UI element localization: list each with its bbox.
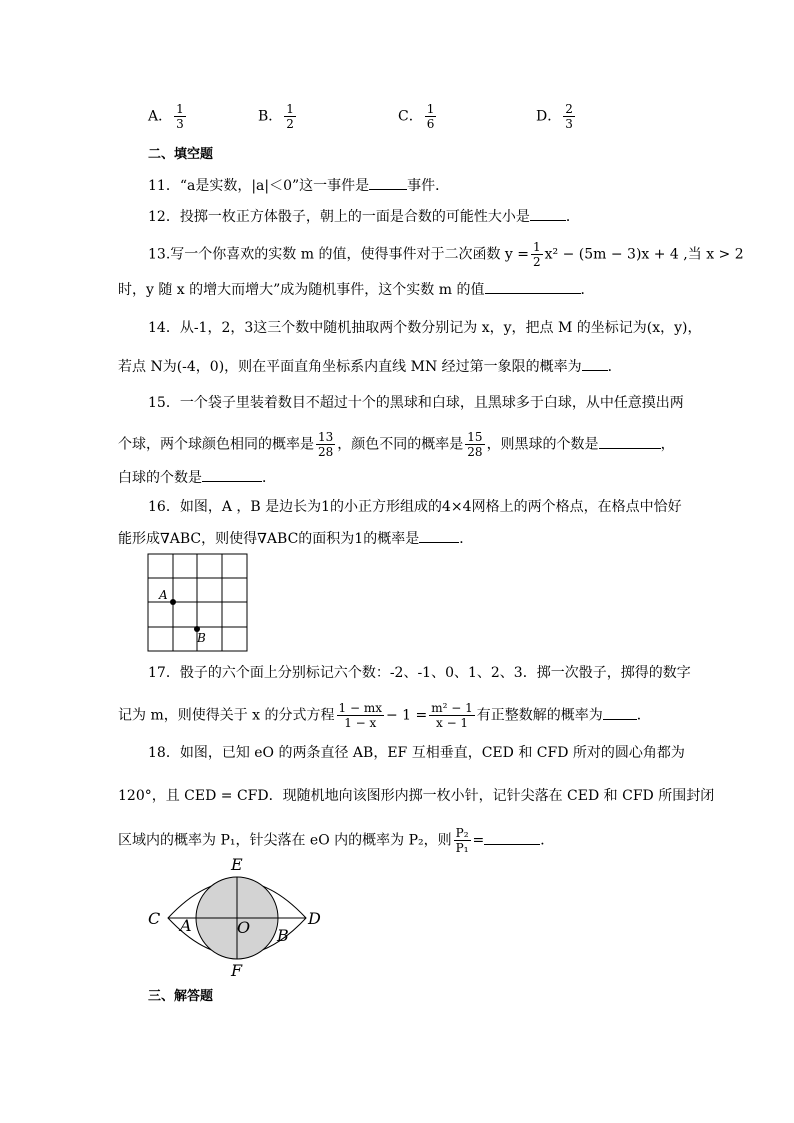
q13-line2: 时，y 随 x 的增大而增大”成为随机事件，这个实数 m 的值: [118, 282, 485, 298]
option-a: [148, 102, 188, 131]
q17-line2-tail: ．: [636, 707, 651, 724]
q14-blank: [582, 356, 608, 371]
q11-blank: [369, 175, 407, 190]
q15-f2-den: 28: [467, 445, 483, 459]
q12-text: 12．投掷一枚正方体骰子，朝上的一面是合数的可能性大小是: [148, 209, 530, 225]
q17-mid: − 1 =: [386, 707, 428, 724]
question-17-line-1: 17．骰子的六个面上分别标记六个数：-2、-1、0、1、2、3．掷一次骰子，掷得的数字: [148, 665, 691, 681]
label-a: A: [159, 588, 168, 602]
option-c-label: C．: [398, 108, 423, 125]
question-16-line-1: 16．如图，A ，B 是边长为1的小正方形组成的4×4网格上的两个格点，在格点中恰好: [148, 499, 682, 515]
q15-line3: 白球的个数是: [118, 470, 202, 486]
label-c: C: [148, 909, 161, 928]
label-b: B: [197, 631, 206, 645]
q17-f1-den: 1 − x: [344, 716, 377, 730]
question-18-line-2: 120°，且 CED = CFD．现随机地向该图形内掷一枚小针，记针尖落在 CED 和 CFD 所围封闭: [118, 788, 715, 804]
q15-fraction-diff: [465, 430, 484, 459]
q15-blank-white: [202, 467, 262, 482]
option-b: [258, 102, 298, 131]
section-3-heading: 三、解答题: [148, 989, 214, 1004]
q16-blank: [419, 528, 459, 543]
option-b-num: 1: [286, 102, 294, 116]
q12-blank: [530, 206, 566, 221]
q17-f2-den: x − 1: [435, 716, 469, 730]
q15-f2-num: 15: [467, 430, 483, 444]
option-c-num: 1: [426, 102, 435, 116]
option-a-den: 3: [176, 117, 184, 131]
q16-grid-figure: [147, 553, 249, 653]
label-f: F: [231, 961, 243, 980]
q13-line2-tail: ．: [580, 282, 595, 298]
q13-fraction: [531, 240, 543, 269]
q17-fraction-right: [429, 701, 475, 730]
question-18-line-1: 18．如图，已知 eO 的两条直径 AB，EF 互相垂直，CED 和 CFD 所对的圆心角都为: [148, 745, 685, 761]
option-d: [536, 102, 577, 131]
label-o: O: [237, 918, 251, 937]
option-d-fraction: [563, 102, 575, 131]
option-c: [398, 102, 438, 131]
q15-line2b: ，颜色不同的概率是: [337, 436, 464, 453]
q16-line2: 能形成∇ABC，则使得∇ABC的面积为1的概率是: [118, 531, 420, 547]
q17-blank: [603, 705, 637, 720]
q18-line3b: =: [472, 832, 485, 849]
q15-f1-num: 13: [318, 430, 334, 444]
section-2-heading: 二、填空题: [148, 147, 214, 162]
q18-line3-tail: ．: [540, 832, 555, 849]
q13-line1-tail: x² − (5m − 3)x + 4 ,当 x > 2: [544, 246, 744, 263]
question-18-line-3: [118, 826, 554, 855]
option-b-den: 2: [286, 117, 294, 131]
q13-frac-den: 2: [532, 255, 541, 269]
q17-f1-num: 1 − mx: [338, 701, 382, 715]
q18-f-num: P₂: [455, 826, 469, 840]
q14-line2: 若点 N为(-4，0)，则在平面直角坐标系内直线 MN 经过第一象限的概率为: [118, 359, 582, 375]
q15-line2c: ，则黑球的个数是: [486, 436, 599, 453]
q11-text: 11．“a是实数，|a|＜0”这一事件是: [148, 178, 370, 194]
question-15-line-1: 15．一个袋子里装着数目不超过十个的黑球和白球，且黑球多于白球，从中任意摸出两: [148, 395, 684, 411]
label-e: E: [231, 855, 243, 874]
q13-line1: 13.写一个你喜欢的实数 m 的值，使得事件对于二次函数 y =: [148, 246, 529, 263]
q13-blank: [485, 279, 581, 294]
q15-fraction-same: [316, 430, 335, 459]
option-a-fraction: [174, 102, 186, 131]
question-11: [148, 175, 449, 196]
question-14-line-2: [118, 356, 622, 377]
q18-blank: [484, 830, 540, 845]
q17-line2b: 有正整数解的概率为: [476, 707, 603, 724]
label-b: B: [277, 926, 289, 945]
point-a: [170, 599, 176, 605]
q15-f1-den: 28: [318, 445, 334, 459]
q17-fraction-left: [337, 701, 384, 730]
question-12: [148, 206, 580, 227]
option-c-den: 6: [426, 117, 435, 131]
question-17-line-2: [118, 701, 651, 730]
label-a: A: [180, 916, 192, 935]
question-13-line-2: [118, 279, 595, 300]
q17-f2-num: m² − 1: [431, 701, 473, 715]
q18-line3a: 区域内的概率为 P₁，针尖落在 eO 内的概率为 P₂，则: [118, 832, 452, 849]
option-d-label: D．: [536, 108, 562, 125]
q13-frac-num: 1: [532, 240, 541, 254]
q18-f-den: P₁: [455, 841, 469, 855]
question-15-line-3: [118, 467, 276, 488]
option-d-den: 3: [565, 117, 573, 131]
q14-line2-tail: ．: [607, 359, 622, 375]
q12-tail: ．: [565, 209, 580, 225]
q15-line2-tail: ，: [660, 436, 675, 453]
question-15-line-2: [118, 430, 675, 459]
q16-line2-tail: ．: [459, 531, 474, 547]
option-d-num: 2: [565, 102, 573, 116]
label-d: D: [308, 909, 321, 928]
q18-eye-figure: [140, 852, 340, 982]
q17-line2a: 记为 m，则使得关于 x 的分式方程: [118, 707, 335, 724]
q15-line2a: 个球，两个球颜色相同的概率是: [118, 436, 314, 453]
question-16-line-2: [118, 528, 473, 549]
q15-line3-tail: ．: [262, 470, 276, 486]
q11-tail: 事件．: [407, 178, 450, 194]
question-14-line-1: 14．从-1，2，3这三个数中随机抽取两个数分别记为 x，y，把点 M 的坐标记为(x，y)，: [148, 320, 702, 336]
question-13-line-1: [148, 240, 744, 269]
option-b-label: B．: [258, 108, 283, 125]
option-a-num: 1: [176, 102, 184, 116]
option-c-fraction: [425, 102, 437, 131]
option-b-fraction: [284, 102, 296, 131]
q18-fraction: [454, 826, 471, 855]
option-a-label: A．: [148, 108, 173, 125]
q15-blank-black: [599, 434, 661, 449]
